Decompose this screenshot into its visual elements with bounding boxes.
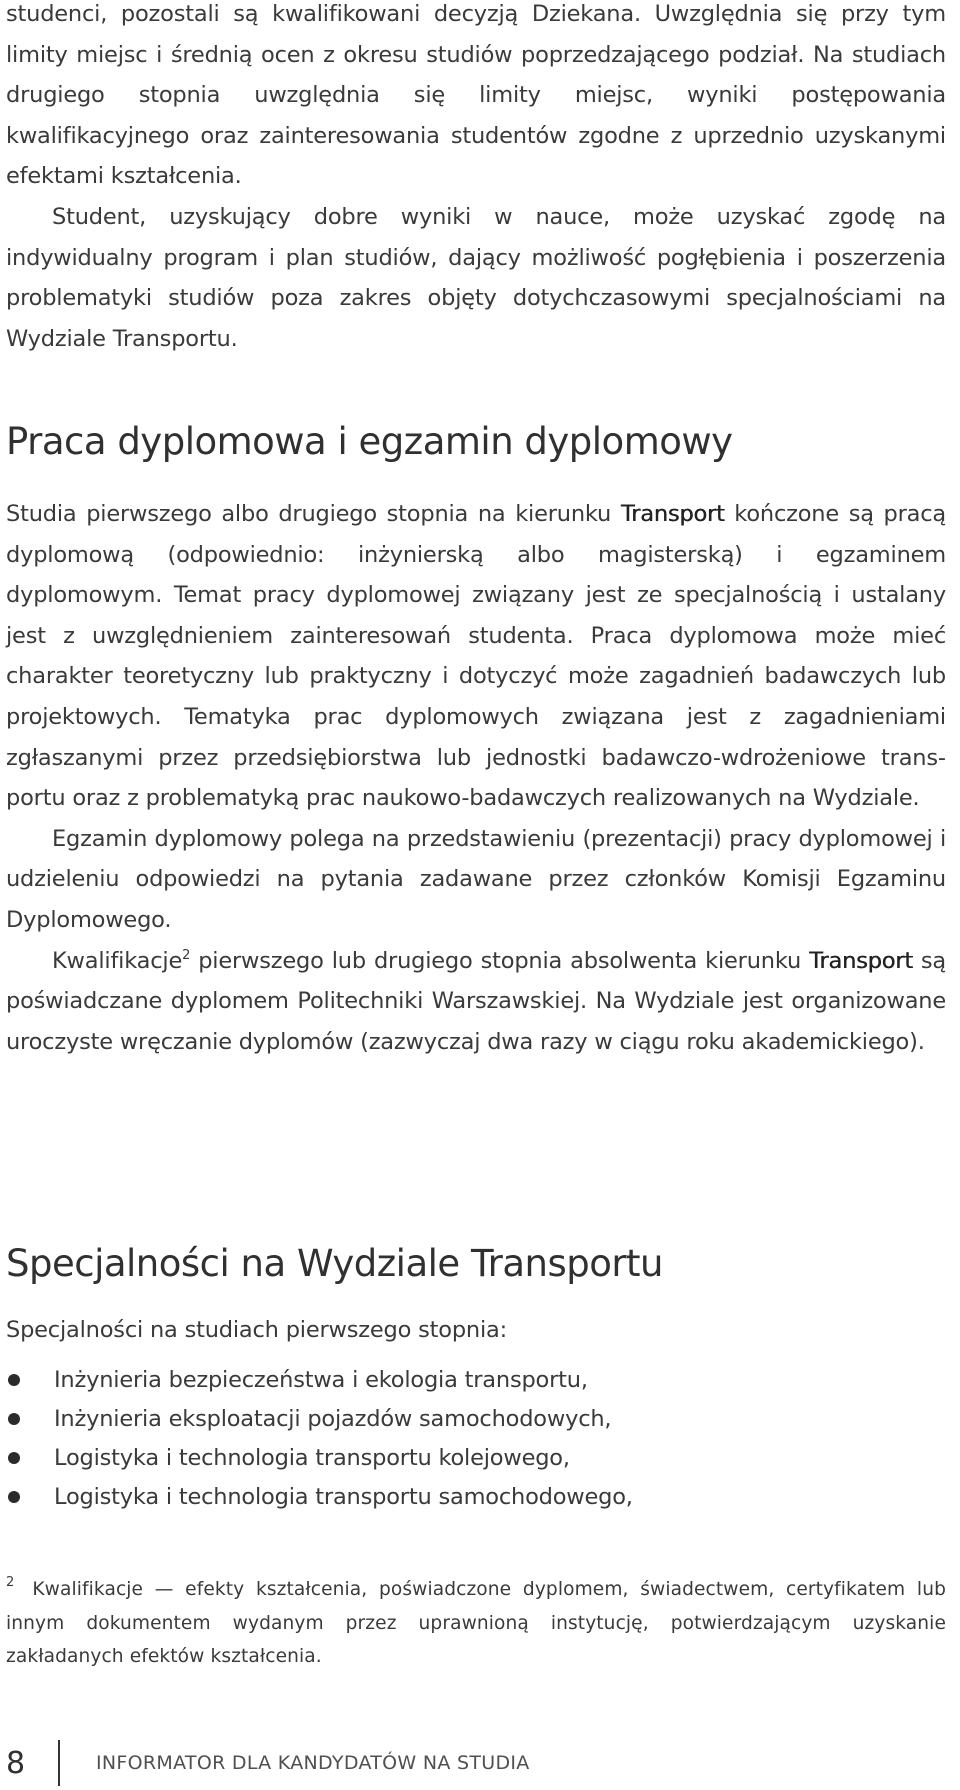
bullet-icon [8,1374,20,1386]
bullet-icon [8,1413,20,1425]
bullet-icon [8,1491,20,1503]
list-item [6,1439,633,1478]
footnote-text: Kwalifikacje — efekty kształcenia, poświadczone dyplomem, świadectwem, certyfikatem lub innym dokumentem wydanym przez uprawnioną instytucję, potwierdzającym uzyskanie zakładanych efektów kształcenia. [6,1579,946,1668]
list-item [6,1478,633,1517]
specializations-lead: Specjalności na studiach pierwszego stopnia: [6,1317,507,1343]
keyword-transport: Transport [620,501,725,527]
thesis-section-body [6,494,946,1062]
bullet-icon [8,1452,20,1464]
footer-title: INFORMATOR DLA KANDYDATÓW NA STUDIA [96,1752,530,1774]
section-heading-thesis: Praca dyplomowa i egzamin dyplomowy [6,420,733,463]
paragraph [6,494,946,819]
intro-block [6,0,946,359]
footer-divider [58,1740,60,1786]
footnote [6,1573,946,1674]
paragraph: studenci, pozostali są kwalifikowani decyzją Dziekana. Uwzględnia się przy tym limity miejsc i średnią ocen z okresu studiów poprzedzającego podział. Na studiach drugiego stopnia uwzględnia się limity miejsc, wyniki postępowania kwalifikacyjnego oraz zainteresowania studentów zgodne z uprzednio uzyskanymi efektami kształcenia. [6,1,946,190]
list-item [6,1361,633,1400]
text-run: pierwszego lub drugiego stopnia absolwenta kierunku [190,947,810,974]
text-run: Kwalifikacje [52,947,183,974]
text-run: Studia pierwszego albo drugiego stopnia na kierunku [6,501,621,527]
keyword-transport: Transport [809,947,913,974]
paragraph: Student, uzyskujący dobre wyniki w nauce, może uzyskać zgodę na indywidualny program i plan studiów, dający możliwość pogłębienia i poszerzenia problematyki studiów poza zakres objęty dotychczasowymi specjalnościami na Wydziale Transportu. [6,203,946,352]
paragraph: Egzamin dyplomowy polega na przedstawieniu (prezentacji) pracy dyplomowej i udzieleniu odpowiedzi na pytania zadawane przez członków Komisji Egzaminu Dyplomowego. [6,825,946,933]
list-item-label: Inżynieria eksploatacji pojazdów samochodowych, [54,1406,612,1432]
list-item [6,1400,633,1439]
page-number: 8 [6,1745,26,1781]
list-item-label: Inżynieria bezpieczeństwa i ekologia transportu, [54,1367,588,1393]
list-item-label: Logistyka i technologia transportu kolejowego, [54,1445,570,1471]
footnote-reference[interactable]: 2 [182,947,191,963]
list-item-label: Logistyka i technologia transportu samochodowego, [54,1484,633,1510]
specializations-list [6,1361,633,1517]
text-run: są poświadczane dyplomem Politechniki Warszawskiej. Na Wydziale jest organizowane uroczyste wręczanie dyplomów (zazwyczaj dwa razy w ciągu roku akademickiego). [6,947,946,1055]
section-heading-specializations: Specjalności na Wydziale Transportu [6,1242,664,1285]
page-footer [6,1738,530,1788]
paragraph [6,941,946,1063]
footnote-mark: 2 [6,1575,15,1590]
text-run: kończone są pracą dyplomową (odpowiednio: inżynierską albo magisterską) i egzaminem dyplomowym. Temat pracy dyplomowej związany jest ze specjalnością i ustalany jest z uwzględnieniem zainteresowań studenta. Praca dyplomowa może mieć charakter teoretyczny lub praktyczny i dotyczyć może zagadnień badawczych lub projektowych. Tematyka prac dyplomowych związana jest z zagadnieniami zgłaszanymi przez przedsiębiorstwa lub jednostki badawczo-wdrożeniowe transportu oraz z problematyką prac naukowo-badawczych realizowanych na Wydziale. [6,501,946,812]
